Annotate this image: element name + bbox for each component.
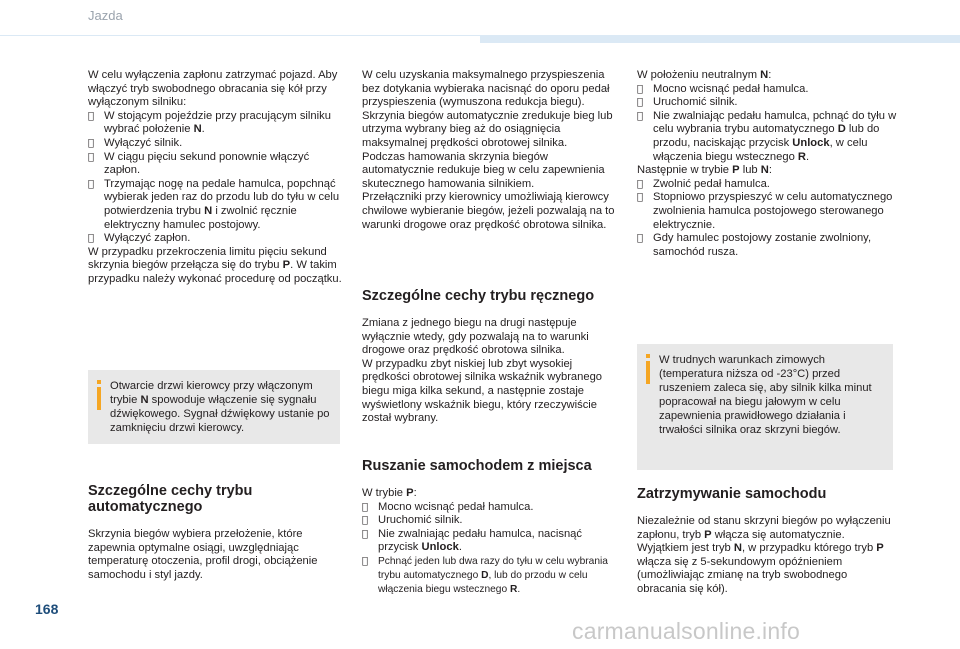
section-heading: Szczególne cechy trybu automatycznego	[88, 483, 253, 515]
column-3	[637, 69, 899, 259]
list-item: Nie zwalniając pedału hamulca, pchnąć do tyłu w celu wybrania trybu automatycznego D lub do przodu, naciskając przycisk Unlock, w celu włączenia biegu wstecznego R.	[637, 110, 899, 164]
list-item: Uruchomić silnik.	[637, 96, 899, 110]
list-item: Nie zwalniając pedału hamulca, nacisnąć przycisk Unlock.	[362, 528, 620, 555]
section-stop	[637, 486, 899, 597]
list-item: Wyłączyć zapłon.	[88, 232, 344, 246]
info-icon	[643, 354, 654, 384]
info-box: Otwarcie drzwi kierowcy przy włączonym trybie N spowoduje włączenie się sygnału dźwiękowego. Sygnał dźwiękowy ustanie po zamknięciu drzwi kierowcy.	[88, 370, 340, 444]
paragraph: W przypadku zbyt niskiej lub zbyt wysokiej prędkości obrotowej silnika wskaźnik wybranego biegu miga kilka sekund, a następnie zostaje wyświetlony wskaźnik biegu, który rzeczywiście został wybrany.	[362, 357, 603, 425]
bullet-icon	[637, 191, 643, 205]
paragraph: W trybie P:	[362, 487, 417, 499]
section-title: Jazda	[88, 8, 123, 23]
bullet-icon	[637, 83, 643, 97]
paragraph: W celu uzyskania maksymalnego przyspieszenia bez dotykania wybieraka nacisnąć do oporu pedał przyspieszenia (wymuszona redukcja biegu). Skrzynia biegów automatycznie zredukuje bieg lub utrzyma wybrany bieg aż do osiągnięcia maksymalnej prędkości obrotowej silnika.	[362, 69, 613, 149]
list-item: Zwolnić pedał hamulca.	[637, 178, 899, 192]
page-number: 168	[35, 601, 59, 617]
bullet-icon	[362, 501, 368, 515]
bullet-icon	[88, 137, 94, 151]
list-item: Wyłączyć silnik.	[88, 137, 344, 151]
list-item: Stopniowo przyspieszyć w celu automatycznego zwolnienia hamulca postojowego sterowanego elektrycznie.	[637, 191, 899, 232]
section-automatic	[88, 483, 344, 582]
paragraph: Przełączniki przy kierownicy umożliwiają kierowcy chwilowe wybieranie biegów, jeżeli pozwalają na to warunki drogowe oraz prędkość obrotowa silnika.	[362, 191, 615, 231]
bullet-icon	[362, 528, 368, 542]
section-heading: Ruszanie samochodem z miejsca	[362, 458, 592, 474]
bullet-icon	[637, 96, 643, 110]
section-heading: Zatrzymywanie samochodu	[637, 486, 827, 502]
bullet-icon	[637, 232, 643, 246]
section-manual	[362, 288, 620, 426]
bullet-icon	[362, 555, 368, 569]
paragraph: W położeniu neutralnym N:	[637, 69, 772, 81]
paragraph: Podczas hamowania skrzynia biegów automatycznie redukuje bieg w celu zapewnienia skutecznego hamowania silnikiem.	[362, 150, 605, 190]
header-divider	[0, 35, 480, 36]
column-2	[362, 69, 620, 232]
list-item: Gdy hamulec postojowy zostanie zwolniony, samochód rusza.	[637, 232, 899, 259]
list-item: Trzymając nogę na pedale hamulca, popchnąć wybierak jeden raz do przodu lub do tyłu w celu potwierdzenia trybu N i zwolnić ręcznie elektryczny hamulec postojowy.	[88, 178, 344, 232]
paragraph: Następnie w trybie P lub N:	[637, 164, 772, 177]
paragraph: Skrzynia biegów wybiera przełożenie, które zapewnia optymalne osiągi, uwzględniając temperaturę otoczenia, profil drogi, obciążenie samochodu i styl jazdy.	[88, 528, 318, 581]
bullet-icon	[362, 514, 368, 528]
list-item: Pchnąć jeden lub dwa razy do tyłu w celu wybrania trybu automatycznego D, lub do przodu w celu włączenia biegu wstecznego R.	[362, 555, 620, 597]
paragraph: W przypadku przekroczenia limitu pięciu sekund skrzynia biegów przełącza się do trybu P. W takim przypadku należy wykonać procedurę od początku.	[88, 245, 342, 285]
paragraph: W celu wyłączenia zapłonu zatrzymać pojazd. Aby włączyć tryb swobodnego obracania się kół przy wyłączonym silniku:	[88, 69, 338, 109]
paragraph: Zmiana z jednego biegu na drugi następuje wyłącznie wtedy, gdy pozwalają na to warunki drogowe oraz prędkość obrotowa silnika.	[362, 317, 589, 357]
list-item: W stojącym pojeździe przy pracującym silniku wybrać położenie N.	[88, 110, 344, 137]
info-icon	[94, 380, 105, 410]
watermark: carmanualsonline.info	[572, 618, 800, 644]
section-start	[362, 458, 620, 597]
list-item: W ciągu pięciu sekund ponownie włączyć zapłon.	[88, 151, 344, 178]
list-item: Mocno wcisnąć pedał hamulca.	[362, 501, 620, 515]
bullet-icon	[88, 232, 94, 246]
bullet-icon	[637, 110, 643, 124]
header-accent-bar	[480, 35, 960, 43]
column-1	[88, 69, 344, 287]
bullet-icon	[88, 151, 94, 165]
bullet-icon	[88, 178, 94, 192]
list-item: Uruchomić silnik.	[362, 514, 620, 528]
info-box: W trudnych warunkach zimowych (temperatura niższa od -23°C) przed ruszeniem zaleca się, aby silnik kilka minut popracował na biegu jałowym w celu zapewnienia prawidłowego działania i trwałości silnika oraz skrzyni biegów.	[637, 344, 893, 470]
section-heading: Szczególne cechy trybu ręcznego	[362, 288, 595, 304]
bullet-icon	[637, 178, 643, 192]
bullet-icon	[88, 110, 94, 124]
list-item: Mocno wcisnąć pedał hamulca.	[637, 83, 899, 97]
paragraph: Niezależnie od stanu skrzyni biegów po wyłączeniu zapłonu, tryb P włącza się automatycznie. Wyjątkiem jest tryb N, w przypadku którego tryb P włącza się z 5-sekundowym opóźnieniem (umożliwiając zmianę na tryb swobodnego obracania się kół).	[637, 515, 891, 595]
